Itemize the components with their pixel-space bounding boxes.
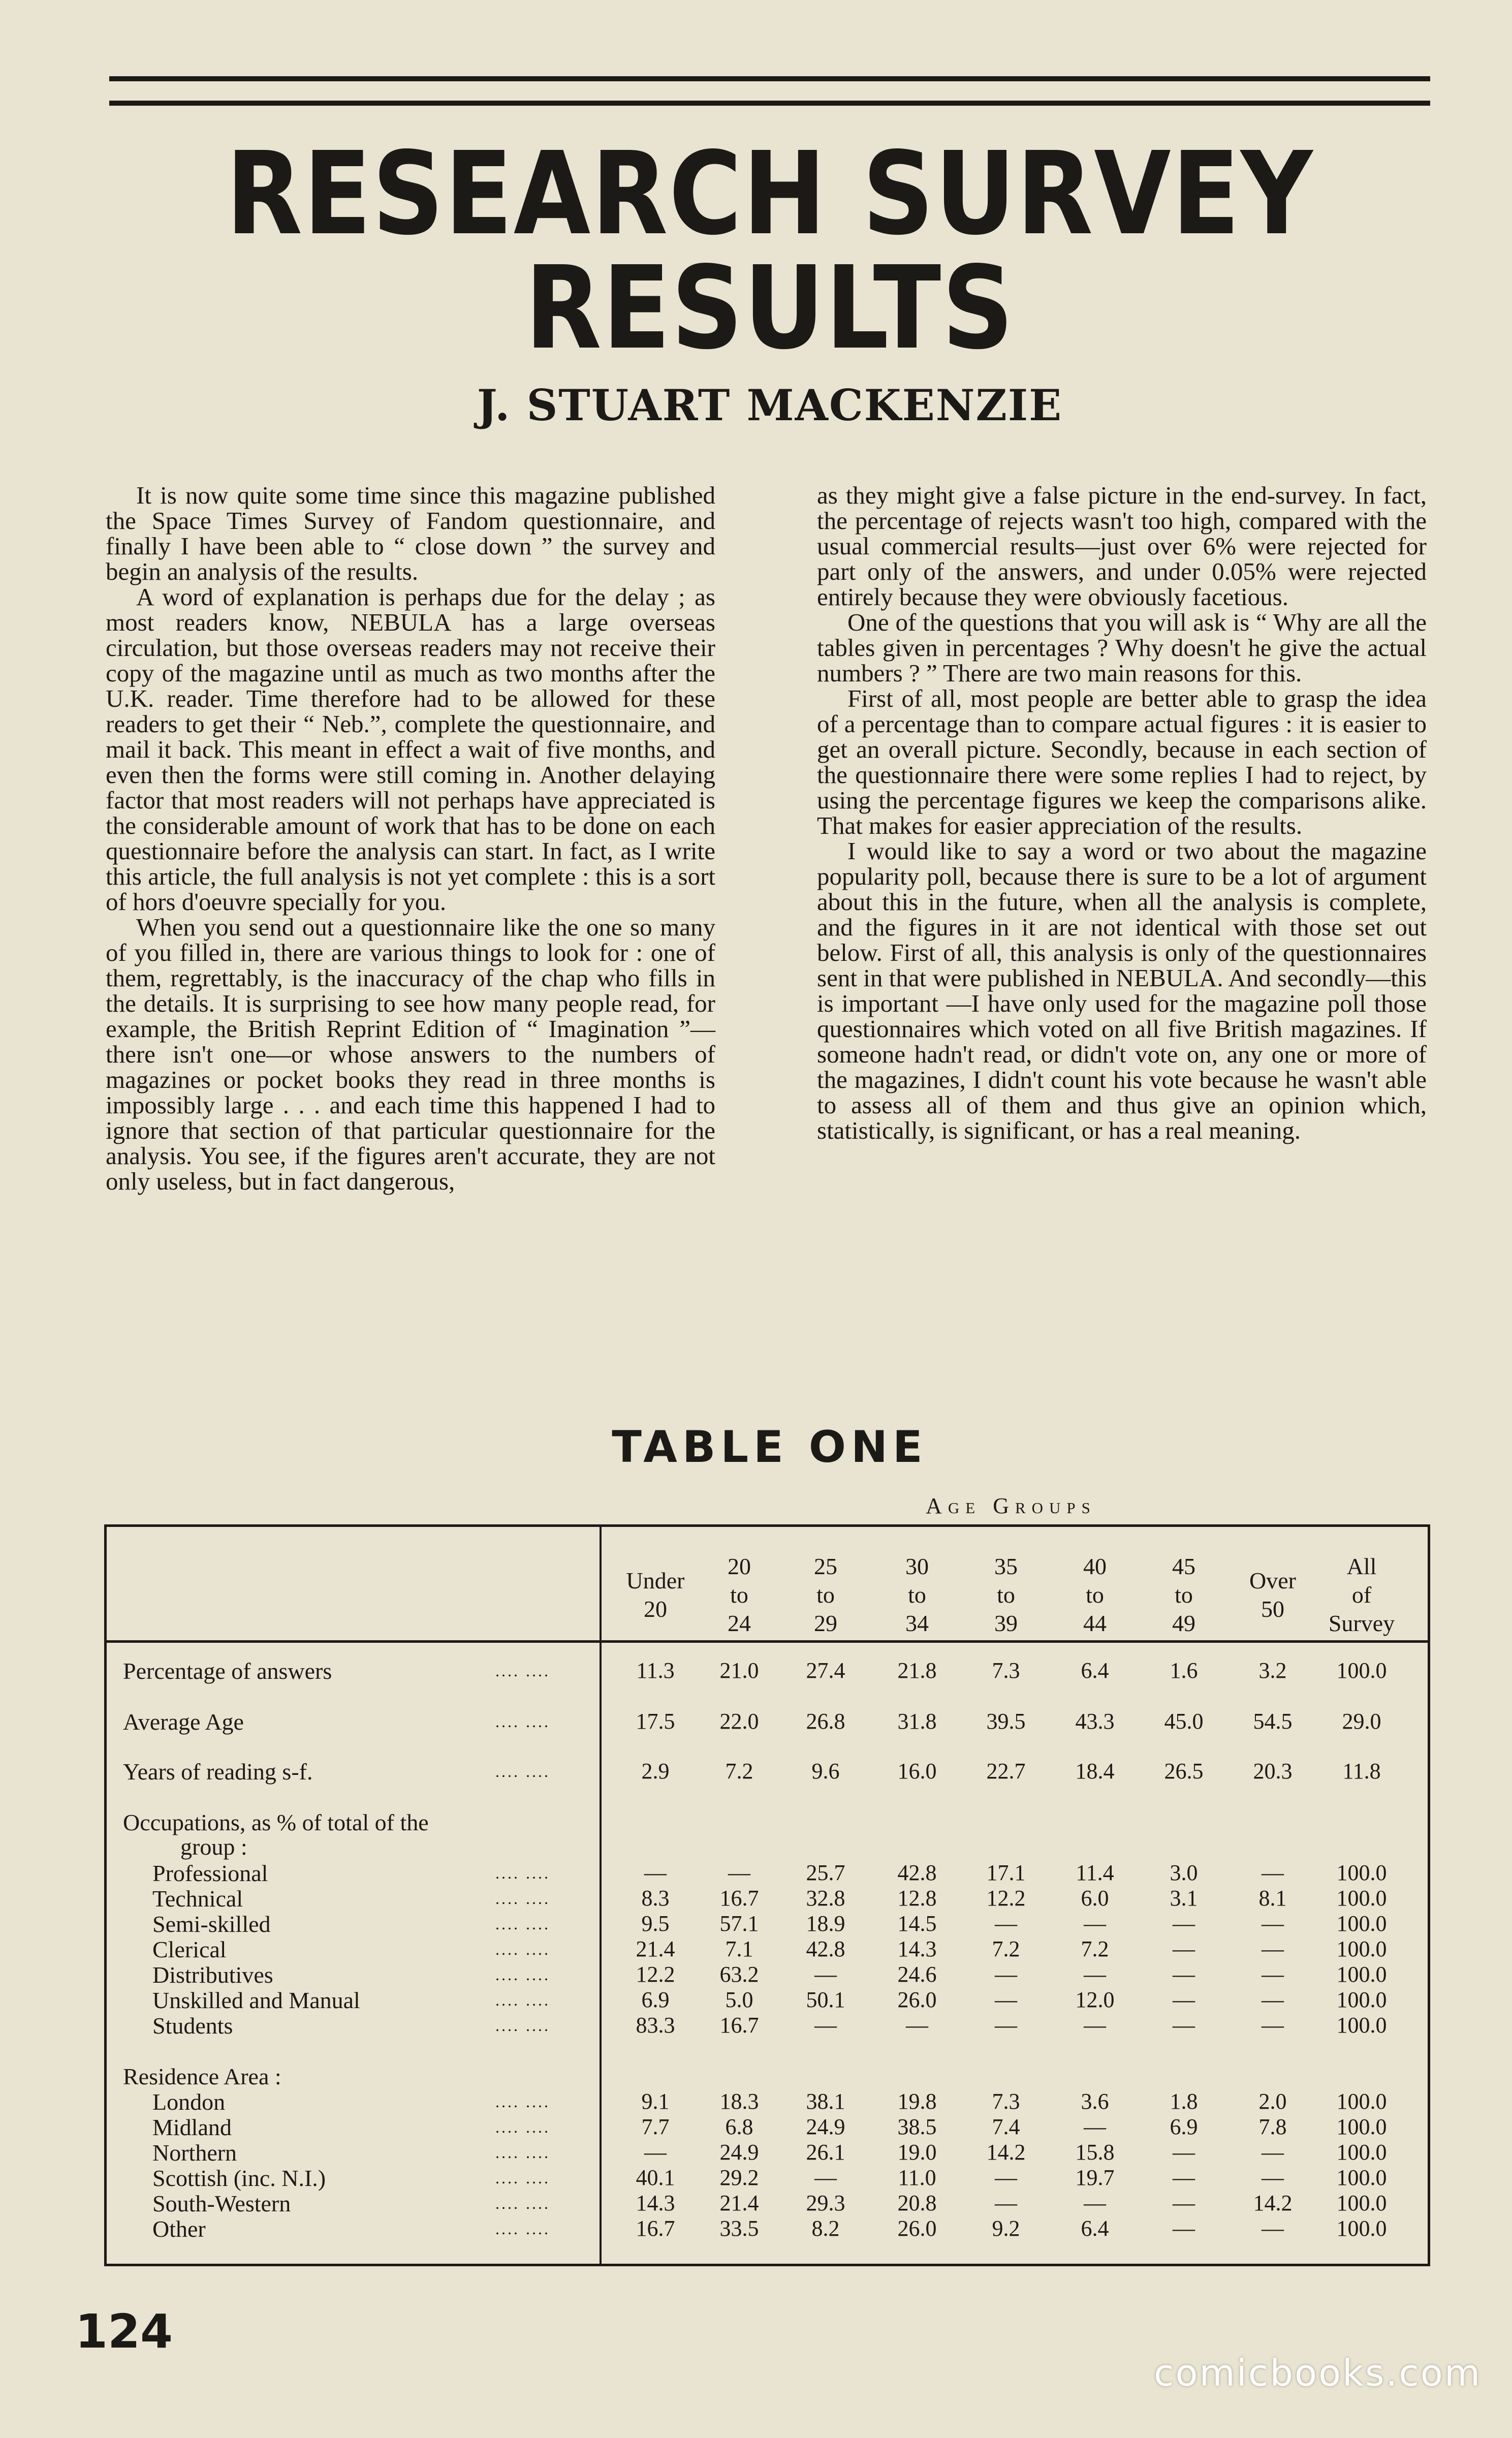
table-cell: 29.2 xyxy=(719,2165,759,2190)
paragraph: A word of explanation is perhaps due for the delay ; as most readers know, NEBULA has a large overseas circulation, but those overseas readers may not receive their copy of the magazine until as much as two months after the U.K. reader. Time therefore had to be allowed for these readers to get their “ Neb.”, complete the questionnaire, and mail it back. This meant in effect a wait of five months, and even then the forms were still coming in. Another delaying factor that most readers will not perhaps have appreciated is the considerable amount of work that has to be done on each questionnaire before the analysis can start. In fact, as I write this article, the full analysis is not yet complete : this is a sort of hors d'oeuvre specially for you. xyxy=(106,583,715,916)
table-cell: 6.0 xyxy=(1081,1886,1109,1911)
table-cell: — xyxy=(1262,1860,1284,1885)
column-header-line: 25 xyxy=(814,1553,837,1579)
header-rule-bottom xyxy=(109,101,1430,106)
table-cell: 6.9 xyxy=(641,1987,670,2012)
column-header xyxy=(1222,1567,1324,1623)
row-label: Clerical xyxy=(152,1936,227,1962)
row-label: Northern xyxy=(152,2140,237,2166)
table-cell: 32.8 xyxy=(806,1886,845,1911)
column-header-line: to xyxy=(1086,1582,1104,1608)
table-cell: — xyxy=(1173,2165,1195,2190)
table-cell: 7.8 xyxy=(1258,2114,1287,2139)
table-cell: 6.4 xyxy=(1081,2216,1109,2241)
table-cell: 8.1 xyxy=(1258,1886,1287,1911)
section-heading: Occupations, as % of total of the xyxy=(123,1809,429,1835)
table-cell: 26.1 xyxy=(806,2140,845,2165)
table-cell: — xyxy=(1262,2013,1284,2038)
table-cell: — xyxy=(995,1962,1017,1987)
table-cell: 5.0 xyxy=(725,1987,753,2012)
table-cell: — xyxy=(906,2013,928,2038)
column-header-line: 29 xyxy=(814,1610,837,1636)
leader-dots: .... .... xyxy=(495,2169,550,2187)
table-cell: 3.1 xyxy=(1170,1886,1198,1911)
table-cell: 38.1 xyxy=(806,2089,845,2114)
table-cell: 15.8 xyxy=(1075,2140,1115,2165)
table-cell: 14.5 xyxy=(897,1911,937,1936)
column-header-line: 45 xyxy=(1172,1553,1195,1579)
table-cell: 7.2 xyxy=(725,1759,753,1784)
table-cell: 20.3 xyxy=(1253,1759,1293,1784)
table-cell: 2.9 xyxy=(641,1759,670,1784)
leader-dots: .... .... xyxy=(495,1991,550,2009)
table-cell: 31.8 xyxy=(897,1709,937,1734)
row-label: Years of reading s-f. xyxy=(123,1759,313,1785)
table-cell: 16.7 xyxy=(636,2216,675,2241)
row-label: Scottish (inc. N.I.) xyxy=(152,2165,326,2191)
table-cell: 45.0 xyxy=(1164,1709,1204,1734)
table-cell: — xyxy=(995,1987,1017,2012)
watermark: comicbooks.com xyxy=(1153,2352,1482,2394)
table-cell: 17.1 xyxy=(986,1860,1026,1885)
table-cell: 54.5 xyxy=(1253,1709,1293,1734)
article-author: J. STUART MACKENZIE xyxy=(477,380,1063,430)
table-cell: 21.4 xyxy=(636,1936,675,1961)
table-cell: 9.2 xyxy=(992,2216,1020,2241)
table-cell: 6.9 xyxy=(1170,2114,1198,2139)
table-cell: 3.0 xyxy=(1170,1860,1198,1885)
table-cell: 29.3 xyxy=(806,2191,845,2215)
table-cell: 100.0 xyxy=(1336,1860,1387,1885)
table-cell: 9.6 xyxy=(811,1759,840,1784)
table-cell: — xyxy=(1262,1936,1284,1961)
table-cell: — xyxy=(1173,1987,1195,2012)
column-header-line: of xyxy=(1351,1582,1372,1608)
table-cell: — xyxy=(1084,1911,1106,1936)
table-cell: 16.0 xyxy=(897,1759,937,1784)
column-header-line: 40 xyxy=(1083,1553,1107,1579)
table-cell: 21.4 xyxy=(719,2191,759,2215)
table-header-divider xyxy=(104,1640,1430,1643)
table-cell: 12.8 xyxy=(897,1886,937,1911)
column-header-line: 49 xyxy=(1172,1610,1195,1636)
row-label: Other xyxy=(152,2216,206,2242)
table-cell: 7.2 xyxy=(992,1936,1020,1961)
table-cell: — xyxy=(1262,1962,1284,1987)
table-cell: 20.8 xyxy=(897,2191,937,2215)
table-cell: 12.2 xyxy=(636,1962,675,1987)
table-cell: — xyxy=(1173,2140,1195,2165)
table-cell: 19.7 xyxy=(1075,2165,1115,2190)
table-cell: 100.0 xyxy=(1336,1886,1387,1911)
section-heading: group : xyxy=(180,1834,247,1860)
table-cell: 100.0 xyxy=(1336,1987,1387,2012)
table-cell: — xyxy=(1084,2114,1106,2139)
row-label: Percentage of answers xyxy=(123,1658,332,1684)
table-cell: 40.1 xyxy=(636,2165,675,2190)
table-cell: 100.0 xyxy=(1336,2140,1387,2165)
article-title: RESEARCH SURVEY RESULTS xyxy=(226,128,1314,375)
table-cell: — xyxy=(1173,2216,1195,2241)
table-cell: 18.4 xyxy=(1075,1759,1115,1784)
leader-dots: .... .... xyxy=(495,2092,550,2111)
column-header xyxy=(955,1552,1057,1638)
column-header-line: to xyxy=(1175,1582,1193,1608)
table-supertitle: Age Groups xyxy=(926,1493,1096,1518)
page-number: 124 xyxy=(75,2304,173,2359)
row-label: Distributives xyxy=(152,1962,273,1988)
table-cell: 19.8 xyxy=(897,2089,937,2114)
row-label: Semi-skilled xyxy=(152,1911,271,1937)
column-header xyxy=(1133,1552,1235,1638)
column-header-line: 35 xyxy=(994,1553,1018,1579)
leader-dots: .... .... xyxy=(495,2118,550,2136)
row-label: Students xyxy=(152,2013,233,2039)
table-column-divider xyxy=(600,1524,602,2266)
table-cell: 26.0 xyxy=(897,1987,937,2012)
table-cell: — xyxy=(1262,1987,1284,2012)
table-cell: 100.0 xyxy=(1336,1911,1387,1936)
table-cell: 21.8 xyxy=(897,1658,937,1683)
table-cell: 6.8 xyxy=(725,2114,753,2139)
table-cell: 21.0 xyxy=(719,1658,759,1683)
table-cell: 11.0 xyxy=(898,2165,936,2190)
table-cell: — xyxy=(814,2165,837,2190)
right-column xyxy=(817,483,1427,1143)
leader-dots: .... .... xyxy=(495,1940,550,1958)
table-cell: — xyxy=(1084,2191,1106,2215)
table-cell: 39.5 xyxy=(986,1709,1026,1734)
column-header-line: 50 xyxy=(1261,1596,1284,1622)
column-header-line: Over xyxy=(1249,1568,1296,1593)
table-cell: 27.4 xyxy=(806,1658,845,1683)
column-header-line: Survey xyxy=(1328,1610,1395,1636)
table-cell: 100.0 xyxy=(1336,2191,1387,2215)
table-cell: 38.5 xyxy=(897,2114,937,2139)
age-groups-table xyxy=(104,1524,1430,2266)
table-cell: — xyxy=(995,2191,1017,2215)
table-cell: 24.6 xyxy=(897,1962,937,1987)
leader-dots: .... .... xyxy=(495,1662,550,1680)
column-header-line: 30 xyxy=(905,1553,929,1579)
column-header-line: 34 xyxy=(905,1610,929,1636)
table-cell: 100.0 xyxy=(1336,1936,1387,1961)
table-cell: 100.0 xyxy=(1336,1962,1387,1987)
table-cell: — xyxy=(1084,2013,1106,2038)
table-cell: 7.7 xyxy=(641,2114,670,2139)
table-cell: — xyxy=(1262,2165,1284,2190)
table-cell: 7.1 xyxy=(725,1936,753,1961)
column-header xyxy=(1044,1552,1146,1638)
leader-dots: .... .... xyxy=(495,1864,550,1882)
table-cell: 100.0 xyxy=(1336,2114,1387,2139)
paragraph: as they might give a false picture in the end-survey. In fact, the percentage of rejects wasn't too high, compared with the usual commercial results—just over 6% were rejected for part only of the answers, and under 0.05% were rejected entirely because they were obviously facetious. xyxy=(817,481,1427,611)
leader-dots: .... .... xyxy=(495,1762,550,1780)
column-header-line: to xyxy=(908,1582,926,1608)
table-cell: 9.1 xyxy=(641,2089,670,2114)
leader-dots: .... .... xyxy=(495,2143,550,2162)
table-cell: 100.0 xyxy=(1336,2216,1387,2241)
row-label: Technical xyxy=(152,1886,243,1912)
column-header xyxy=(1311,1552,1412,1638)
leader-dots: .... .... xyxy=(495,1889,550,1908)
table-cell: — xyxy=(814,1962,837,1987)
table-cell: — xyxy=(1173,1962,1195,1987)
table-cell: 12.2 xyxy=(986,1886,1026,1911)
table-title: TABLE ONE xyxy=(612,1422,928,1473)
table-cell: — xyxy=(1262,1911,1284,1936)
table-cell: — xyxy=(1262,2140,1284,2165)
row-label: Average Age xyxy=(123,1709,244,1735)
paragraph: When you send out a questionnaire like the one so many of you filled in, there are various things to look for : one of them, regrettably, is the inaccuracy of the chap who fills in the details. It is surprising to see how many people read, for example, the British Reprint Edition of “ Imagination ”—there isn't one—or whose answers to the numbers of magazines or pocket books they read in three months is impossibly large . . . and each time this happened I had to ignore that section of that particular questionnaire for the analysis. You see, if the figures aren't accurate, they are not only useless, but in fact dangerous, xyxy=(106,913,715,1195)
column-header-line: All xyxy=(1346,1553,1377,1579)
column-header xyxy=(866,1552,968,1638)
table-cell: 19.0 xyxy=(897,2140,937,2165)
table-cell: 14.3 xyxy=(636,2191,675,2215)
table-cell: 16.7 xyxy=(719,2013,759,2038)
table-cell: — xyxy=(1262,2216,1284,2241)
table-cell: 50.1 xyxy=(806,1987,845,2012)
table-cell: 100.0 xyxy=(1336,2165,1387,2190)
table-cell: 12.0 xyxy=(1075,1987,1115,2012)
table-cell: 24.9 xyxy=(806,2114,845,2139)
table-cell: 7.3 xyxy=(992,1658,1020,1683)
table-cell: — xyxy=(995,1911,1017,1936)
table-cell: 22.7 xyxy=(986,1759,1026,1784)
table-cell: — xyxy=(728,1860,750,1885)
header-rule-top xyxy=(109,76,1430,81)
row-label: London xyxy=(152,2089,226,2115)
table-cell: 22.0 xyxy=(719,1709,759,1734)
leader-dots: .... .... xyxy=(495,1965,550,1984)
table-cell: 8.2 xyxy=(811,2216,840,2241)
table-cell: — xyxy=(1173,1936,1195,1961)
leader-dots: .... .... xyxy=(495,2220,550,2238)
table-cell: 25.7 xyxy=(806,1860,845,1885)
leader-dots: .... .... xyxy=(495,1712,550,1731)
table-cell: 83.3 xyxy=(636,2013,675,2038)
row-label: Unskilled and Manual xyxy=(152,1987,360,2013)
section-heading: Residence Area : xyxy=(123,2064,281,2089)
table-cell: 26.8 xyxy=(806,1709,845,1734)
table-cell: 7.4 xyxy=(992,2114,1020,2139)
table-cell: 16.7 xyxy=(719,1886,759,1911)
table-cell: 14.2 xyxy=(1253,2191,1293,2215)
column-header-line: to xyxy=(997,1582,1015,1608)
table-cell: — xyxy=(644,2140,667,2165)
table-cell: 1.6 xyxy=(1170,1658,1198,1683)
left-column xyxy=(106,483,715,1194)
table-cell: — xyxy=(1173,2013,1195,2038)
table-cell: 33.5 xyxy=(719,2216,759,2241)
table-cell: — xyxy=(814,2013,837,2038)
table-cell: 9.5 xyxy=(641,1911,670,1936)
leader-dots: .... .... xyxy=(495,2016,550,2035)
paragraph: First of all, most people are better able to grasp the idea of a percentage than to compare actual figures : it is easier to get an overall picture. Secondly, because in each section of the questionnaire there were some replies I had to reject, by using the percentage figures we keep the comparisons alike. That makes for easier appreciation of the results. xyxy=(817,684,1427,839)
table-cell: 29.0 xyxy=(1342,1709,1381,1734)
table-cell: 42.8 xyxy=(897,1860,937,1885)
table-cell: 14.2 xyxy=(986,2140,1026,2165)
row-label: Professional xyxy=(152,1860,268,1886)
table-cell: 43.3 xyxy=(1075,1709,1115,1734)
paragraph: One of the questions that you will ask is “ Why are all the tables given in percentages ? Why doesn't he give the actual numbers ? ” There are two main reasons for this. xyxy=(817,608,1427,687)
table-cell: 100.0 xyxy=(1336,2013,1387,2038)
row-label: Midland xyxy=(152,2114,232,2140)
column-header-line: to xyxy=(730,1582,748,1608)
table-cell: 17.5 xyxy=(636,1709,675,1734)
column-header-line: Under xyxy=(626,1568,685,1593)
paragraph: It is now quite some time since this magazine published the Space Times Survey of Fandom questionnaire, and finally I have been able to “ close down ” the survey and begin an analysis of the results. xyxy=(106,481,715,585)
table-cell: — xyxy=(995,2165,1017,2190)
leader-dots: .... .... xyxy=(495,2194,550,2212)
table-cell: 8.3 xyxy=(641,1886,670,1911)
table-cell: 26.0 xyxy=(897,2216,937,2241)
leader-dots: .... .... xyxy=(495,1915,550,1933)
column-header-line: 44 xyxy=(1083,1610,1107,1636)
table-cell: 7.2 xyxy=(1081,1936,1109,1961)
table-cell: 11.3 xyxy=(636,1658,675,1683)
table-cell: — xyxy=(644,1860,667,1885)
column-header-line: 20 xyxy=(644,1596,667,1622)
column-header-line: 24 xyxy=(728,1610,751,1636)
column-header-line: 20 xyxy=(728,1553,751,1579)
paragraph: I would like to say a word or two about the magazine popularity poll, because there is sure to be a lot of argument about this in the future, when all the analysis is complete, and the figures in it are not identical with those set out below. First of all, this analysis is only of the questionnaires sent in that were published in NEBULA. And secondly—this is important —I have only used for the magazine poll those questionnaires which voted on all five British magazines. If someone hadn't read, or didn't vote on, any one or more of the magazines, I didn't count his vote because he wasn't able to assess all of them and thus give an opinion which, statistically, is significant, or has a real meaning. xyxy=(817,837,1427,1144)
table-cell: 2.0 xyxy=(1258,2089,1287,2114)
table-cell: 11.4 xyxy=(1076,1860,1114,1885)
table-cell: 100.0 xyxy=(1336,2089,1387,2114)
table-cell: 6.4 xyxy=(1081,1658,1109,1683)
table-cell: 18.9 xyxy=(806,1911,845,1936)
column-header xyxy=(775,1552,876,1638)
table-cell: — xyxy=(995,2013,1017,2038)
table-cell: 11.8 xyxy=(1342,1759,1381,1784)
table-cell: 14.3 xyxy=(897,1936,937,1961)
table-cell: 7.3 xyxy=(992,2089,1020,2114)
table-cell: 63.2 xyxy=(719,1962,759,1987)
column-header-line: to xyxy=(816,1582,835,1608)
table-cell: 18.3 xyxy=(719,2089,759,2114)
row-label: South-Western xyxy=(152,2191,291,2216)
table-cell: 1.8 xyxy=(1170,2089,1198,2114)
table-cell: 3.6 xyxy=(1081,2089,1109,2114)
table-cell: 24.9 xyxy=(719,2140,759,2165)
table-cell: 3.2 xyxy=(1258,1658,1287,1683)
table-cell: 42.8 xyxy=(806,1936,845,1961)
table-cell: 57.1 xyxy=(719,1911,759,1936)
table-cell: — xyxy=(1173,2191,1195,2215)
table-cell: 100.0 xyxy=(1336,1658,1387,1683)
table-cell: — xyxy=(1084,1962,1106,1987)
table-cell: — xyxy=(1173,1911,1195,1936)
table-cell: 26.5 xyxy=(1164,1759,1204,1784)
column-header-line: 39 xyxy=(994,1610,1018,1636)
